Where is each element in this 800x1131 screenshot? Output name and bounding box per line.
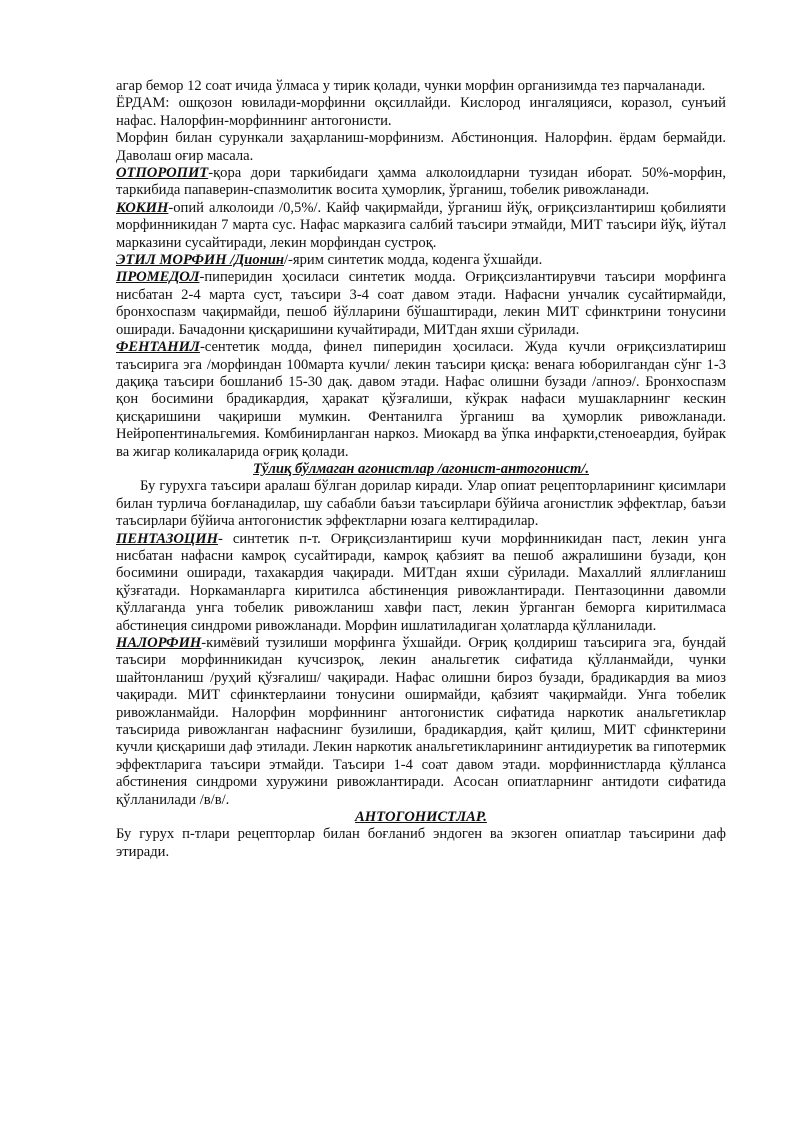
section-heading-antagonists: АНТОГОНИСТЛАР.	[355, 809, 487, 826]
paragraph-ethylmorphine: ЭТИЛ МОРФИН /Дионин/-ярим синтетик модда, коденга ўхшайди.	[116, 252, 543, 269]
term-pentazocine: ПЕНТАЗОЦИН	[116, 530, 218, 547]
paragraph-morphinism: Морфин билан сурункали заҳарланиш-морфинизм. Абстинонция. Налорфин. ёрдам бермайди. Даволаш оғир масала.	[116, 130, 726, 164]
paragraph-first-aid: ЁРДАМ: ошқозон ювилади-морфинни оқсиллайди. Кислород ингаляцияси, коразол, сунъий нафас. Налорфин-морфиннинг антогонисти.	[116, 95, 726, 129]
term-ethylmorphine: ЭТИЛ МОРФИН /Дионин	[116, 252, 284, 269]
term-promedol: ПРОМЕДОЛ	[116, 269, 200, 286]
paragraph-partial-agonists-intro: Бу гурухга таъсири аралаш бўлган дорилар киради. Улар опиат рецепторларининг қисимлари билан турлича боғланадилар, шу сабабли баъзи таъсирлари бўйича агонистлик эффектлар, баъзи таъсирлари бўйича антогонистик эффектларни юзага келтирадилар.	[116, 478, 726, 530]
paragraph-kokin: КОКИН-опий алколоиди /0,5%/. Кайф чақирмайди, ўрганиш йўқ, оғриқсизлантириш қобилияти морфинникидан 7 марта сус. Нафас марказига салбий таъсири этмайди, МИТ таъсири йўқ, йўтал марказини сусайтиради, лекин морфиндан сустроқ.	[116, 199, 726, 251]
term-fentanyl: ФЕНТАНИЛ	[116, 339, 200, 356]
section-heading-partial-agonists: Тўлиқ бўлмаган агонистлар /агонист-антогонист/.	[252, 460, 589, 477]
paragraph-morphine-survival: агар бемор 12 соат ичида ўлмаса у тирик қолади, чунки морфин организимда тез парчаланади.	[116, 78, 706, 94]
paragraph-pentazocine: ПЕНТАЗОЦИН- синтетик п-т. Оғриқсизлантириш кучи морфинникидан паст, лекин унга нисбатан нафасни камроқ сусайтиради, камроқ қабзият ва пешоб ажралишини бузади, қон босимини оширади, тахакардия чақиради. МИТдан яхши сўрилади. Махаллий яллиғланиш қўзғатади. Норкаманларга киритилса абстиненция ривожлантиради. Пентазоцинни давомли қўллаганда унга тобелик ривожланиш хавфи паст, лекин ўрганган беморга киритилмаса абстинеция синдроми ривожланади. Морфин ишлатиладиган ҳолатларда қўлланилади.	[116, 530, 726, 634]
document-page	[116, 78, 726, 861]
term-otporopit: ОТПОРОПИТ	[116, 165, 209, 182]
term-kokin: КОКИН	[116, 199, 169, 216]
paragraph-otporopit: ОТПОРОПИТ-қора дори таркибидаги ҳамма алколоидларни тузидан иборат. 50%-морфин, таркибида папаверин-спазмолитик восита ҳуморлик, ўрганиш, тобелик ривожланади.	[116, 165, 726, 199]
paragraph-fentanyl: ФЕНТАНИЛ-сентетик модда, финел пиперидин ҳосиласи. Жуда кучли оғриқсизлатириш таъсирига эга /морфиндан 100марта кучли/ лекин таъсири қисқа: венага юборилгандан сўнг 1-3 дақиқа таъсири бошланиб 15-30 дақ. давом этади. Нафас олишни бузади /апноэ/. Бронхоспазм қон босимини брадикардия, ҳаракат қўзғалиши, кўкрак нафаси мушакларнинг кескин қисқаришини чақириши мумкин. Фентанилга ўрганиш ва ҳуморлик ривожланади. Нейропентинальгемия. Комбинирланган наркоз. Миокард ва ўпка инфаркти,стеноеардия, буйрак ва жигар коликаларида оғриқ қолади.	[116, 339, 726, 460]
paragraph-nalorphine: НАЛОРФИН-кимёвий тузилиши морфинга ўхшайди. Оғриқ қолдириш таъсирига эга, бундай таъсири морфинникидан кучсизроқ, лекин анальгетик сифатида қўлланмайди, чунки шайтонланиш /руҳий қўзғалиш/ чақиради. Нафас олишни бироз бузади, брадикардия ва миоз чақиради. МИТ сфинктерлаини тонусини оширмайди, қабзият чақирмайди. Унга тобелик ривожланмайди. Налорфин морфиннинг антогонистик сифатида наркотик анальгетиклар таъсирида ривожланган нафаснинг бузилиши, брадикардия, қайт қилиш, МИТ сфинктерини кучли қисқариши даф этилади. Лекин наркотик анальгетикларининг антидиуретик ва гипотермик эффектларига таъсири этмайди. Таъсири 1-4 соат давом этади. морфиннистларда қўлланса абстинения синдроми хуружини ривожлантиради. Асосан опиатларнинг антидоти сифатида қўлланилади /в/в/.	[116, 635, 726, 808]
term-nalorphine: НАЛОРФИН	[116, 635, 202, 651]
paragraph-antagonists-intro: Бу гурух п-тлари рецепторлар билан боғланиб эндоген ва экзоген опиатлар таъсирини даф этиради.	[116, 826, 726, 860]
paragraph-promedol: ПРОМЕДОЛ-пиперидин ҳосиласи синтетик модда. Оғриқсизлантирувчи таъсири морфинга нисбатан 2-4 марта суст, таъсири 3-4 соат давом этади. Нафасни унчалик сусайтирмайди, бронхоспазм чақирмайди, пешоб йўлларини бўшаштиради, лекин МИТ сфинктрини тонусини оширади. Бачадонни қисқаришини кучайтиради, МИТдан яхши сўрилади.	[116, 269, 726, 338]
